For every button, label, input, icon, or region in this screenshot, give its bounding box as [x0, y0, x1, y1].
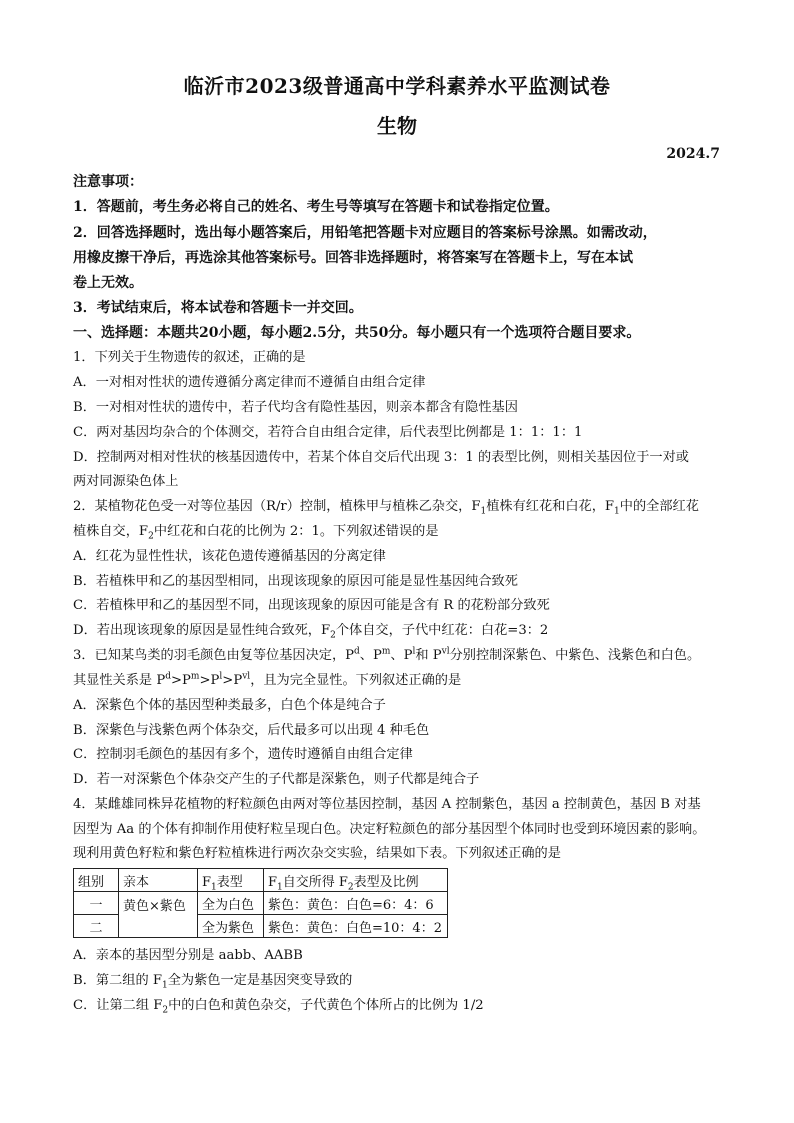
text-segment: D．若出现该现象的原因是显性纯合致死，F: [73, 623, 331, 638]
question-4-option-b: [73, 972, 733, 990]
text-segment: 表型及比例: [353, 874, 419, 890]
subscript: 1: [277, 882, 283, 893]
question-4-stem-line-3: 现利用黄色籽粒和紫色籽粒植株进行两次杂交实验，结果如下表。下列叙述正确的是: [73, 846, 561, 861]
text-segment: F: [202, 874, 212, 890]
text-segment: B．第二组的 F: [73, 973, 162, 988]
question-3-option-b: B．深紫色与浅紫色两个体杂交，后代最多可以出现 4 种毛色: [73, 723, 430, 738]
exam-title: 临沂市2023级普通高中学科素养水平监测试卷: [183, 74, 611, 98]
question-3-option-a: A．深紫色个体的基因型种类最多，白色个体是纯合子: [73, 698, 386, 713]
subscript: 2: [148, 531, 154, 542]
text-segment: 中的全部红花: [619, 499, 699, 514]
text-segment: >P: [170, 673, 191, 688]
exam-date: 2024.7: [666, 146, 720, 162]
text-segment: 全为紫色一定是基因突变导致的: [167, 973, 353, 988]
notice-heading: 注意事项：: [73, 174, 143, 190]
table-cell: 全为白色: [198, 892, 264, 915]
text-segment: F: [268, 874, 278, 890]
table-cell: 紫色：黄色：白色=10：4：2: [264, 915, 448, 938]
question-2-option-c: C．若植株甲和乙的基因型不同，出现该现象的原因可能是含有 R 的花粉部分致死: [73, 598, 550, 613]
table-cell: 二: [74, 915, 119, 938]
subscript: 2: [330, 630, 336, 641]
text-segment: 和 P: [415, 648, 442, 663]
superscript: m: [190, 671, 200, 682]
table-header-cell: 亲本: [119, 869, 198, 892]
superscript: m: [381, 646, 391, 657]
superscript: d: [354, 646, 360, 657]
notice-item-2-line-1: 2．回答选择题时，选出每小题答案后，用铅笔把答题卡对应题目的答案标号涂黑。如需改动，: [73, 225, 657, 241]
text-segment: 植株自交，F: [73, 524, 149, 539]
text-segment: 、P: [359, 648, 382, 663]
subscript: 1: [161, 980, 168, 991]
question-2-option-d: [73, 622, 733, 640]
superscript: d: [165, 671, 171, 682]
table-cell: 一: [74, 892, 119, 915]
text-segment: 表型: [216, 874, 243, 890]
superscript: l: [412, 646, 416, 657]
question-4-stem-line-1: 4．某雌雄同株异花植物的籽粒颜色由两对等位基因控制，基因 A 控制紫色，基因 a 控制黄色，基因 B 对基: [73, 797, 701, 812]
notice-item-2-line-3: 卷上无效。: [73, 275, 143, 291]
section-heading: 一、选择题：本题共20小题，每小题2.5分，共50分。每小题只有一个选项符合题目要求。: [73, 325, 641, 341]
text-segment: 其显性关系是 P: [73, 673, 166, 688]
superscript: vl: [242, 671, 251, 682]
notice-item-3: 3．考试结束后，将本试卷和答题卡一并交回。: [73, 300, 363, 316]
question-1-option-a: A．一对相对性状的遗传遵循分离定律而不遵循自由组合定律: [73, 375, 426, 390]
question-3-stem-line-1: [73, 647, 733, 665]
table-cell: 紫色：黄色：白色=6：4：6: [264, 892, 448, 915]
subscript: 1: [614, 506, 620, 517]
table-header-row: [74, 869, 448, 892]
question-4-option-c: [73, 997, 733, 1015]
table-header-cell: [264, 869, 448, 892]
question-3-option-d: D．若一对深紫色个体杂交产生的子代都是深紫色，则子代都是纯合子: [73, 772, 480, 787]
question-2-stem-line-1: [73, 498, 733, 516]
question-4-option-a: A．亲本的基因型分别是 aabb、AABB: [73, 948, 303, 963]
text-segment: >P: [199, 673, 220, 688]
text-segment: 中的白色和黄色杂交，子代黄色个体所占的比例为 1/2: [168, 998, 484, 1013]
question-2-stem-line-2: [73, 523, 733, 541]
text-segment: 2．某植物花色受一对等位基因（R/r）控制，植株甲与植株乙杂交，F: [73, 499, 481, 514]
text-segment: 、P: [390, 648, 413, 663]
question-2-option-b: B．若植株甲和乙的基因型相同，出现该现象的原因可能是显性基因纯合致死: [73, 574, 518, 589]
superscript: l: [219, 671, 223, 682]
subscript: 1: [211, 882, 217, 893]
text-segment: 自交所得 F: [282, 874, 348, 890]
question-1-option-d-line-2: 两对同源染色体上: [73, 474, 179, 489]
table-row: [74, 892, 448, 915]
text-segment: ，且为完全显性。下列叙述正确的是: [250, 673, 462, 688]
text-segment: C．让第二组 F: [73, 998, 163, 1013]
text-segment: 植株有红花和白花，F: [486, 499, 615, 514]
text-segment: >P: [222, 673, 243, 688]
table-cell: 黄色×紫色: [119, 892, 198, 938]
table-header-cell: [198, 869, 264, 892]
table-header-cell: 组别: [74, 869, 119, 892]
question-1-option-c: C．两对基因均杂合的个体测交，若符合自由组合定律，后代表型比例都是 1：1：1：1: [73, 425, 583, 440]
text-segment: 中红花和白花的比例为 2：1。下列叙述错误的是: [153, 524, 439, 539]
question-1-stem: 1．下列关于生物遗传的叙述，正确的是: [73, 350, 306, 365]
subscript: 1: [480, 506, 487, 517]
table-cell: 全为紫色: [198, 915, 264, 938]
text-segment: 3．已知某鸟类的羽毛颜色由复等位基因决定，P: [73, 648, 355, 663]
question-3-stem-line-2: [73, 672, 733, 690]
text-segment: 个体自交，子代中红花：白花=3：2: [335, 623, 549, 638]
question-1-option-b: B．一对相对性状的遗传中，若子代均含有隐性基因，则亲本都含有隐性基因: [73, 400, 518, 415]
text-segment: 分别控制深紫色、中紫色、浅紫色和白色。: [449, 648, 701, 663]
notice-item-2-line-2: 用橡皮擦干净后，再选涂其他答案标号。回答非选择题时，将答案写在答题卡上，写在本试: [73, 250, 633, 266]
question-4-stem-line-2: 因型为 Aa 的个体有抑制作用使籽粒呈现白色。决定籽粒颜色的部分基因型个体同时也受到环境因素的影响。: [73, 822, 706, 837]
subscript: 2: [347, 882, 354, 893]
subject-title: 生物: [377, 114, 417, 138]
question-1-option-d-line-1: D．控制两对相对性状的核基因遗传中，若某个体自交后代出现 3：1 的表型比例，则相关基因位于一对或: [73, 450, 689, 465]
notice-item-1: 1．答题前，考生务必将自己的姓名、考生号等填写在答题卡和试卷指定位置。: [73, 199, 559, 215]
results-table: [73, 868, 448, 938]
question-2-option-a: A．红花为显性性状，该花色遗传遵循基因的分离定律: [73, 549, 386, 564]
superscript: vl: [441, 646, 450, 657]
subscript: 2: [162, 1005, 169, 1016]
question-3-option-c: C．控制羽毛颜色的基因有多个，遗传时遵循自由组合定律: [73, 747, 413, 762]
